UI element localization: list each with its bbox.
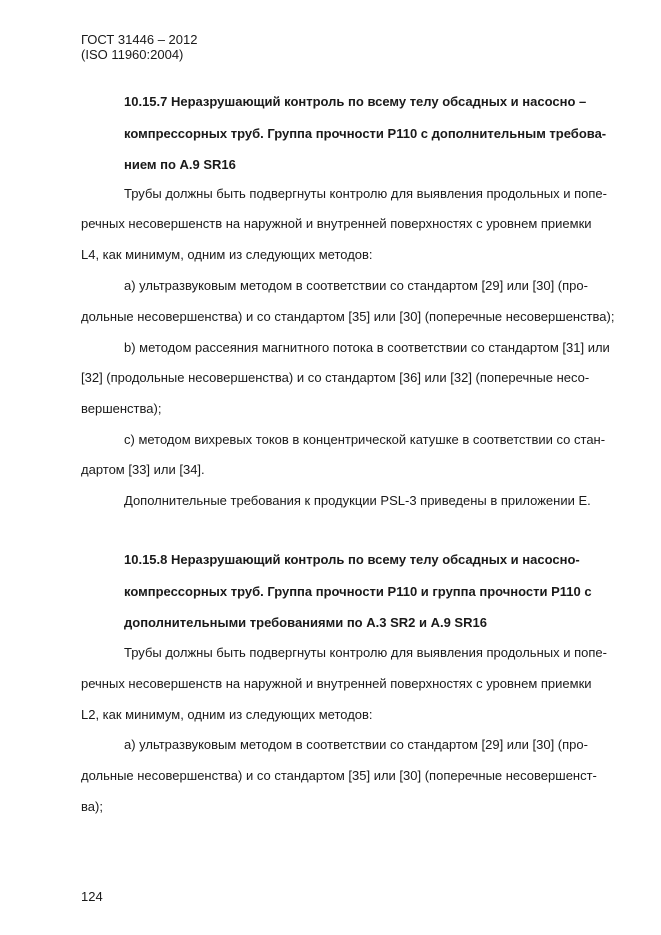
section-1-item-a-line-1: а) ультразвуковым методом в соответствии со стандартом [29] или [30] (про-: [124, 278, 588, 293]
section-2-heading-line-2: компрессорных труб. Группа прочности Р110 и группа прочности Р110 с: [124, 584, 592, 599]
section-1-item-c-line-2: дартом [33] или [34].: [81, 462, 205, 477]
section-1-item-b-line-2: [32] (продольные несовершенства) и со стандартом [36] или [32] (поперечные несо-: [81, 370, 590, 385]
section-2-item-a-line-1: а) ультразвуковым методом в соответствии со стандартом [29] или [30] (про-: [124, 737, 588, 752]
section-1-heading-line-2: компрессорных труб. Группа прочности Р110 с дополнительным требова-: [124, 126, 607, 141]
section-2-intro-line-3: L2, как минимум, одним из следующих методов:: [81, 707, 373, 722]
section-1-note: Дополнительные требования к продукции PSL-3 приведены в приложении Е.: [124, 493, 591, 508]
section-2-heading-line-1: 10.15.8 Неразрушающий контроль по всему телу обсадных и насосно-: [124, 552, 580, 567]
section-2-intro-line-2: речных несовершенств на наружной и внутренней поверхностях с уровнем приемки: [81, 676, 592, 691]
section-1-heading-line-1: 10.15.7 Неразрушающий контроль по всему телу обсадных и насосно –: [124, 94, 587, 109]
section-1-item-b-line-1: b) методом рассеяния магнитного потока в соответствии со стандартом [31] или: [124, 340, 610, 355]
document-standard-code: ГОСТ 31446 – 2012: [81, 32, 198, 47]
section-2-intro-line-1: Трубы должны быть подвергнуты контролю для выявления продольных и попе-: [124, 645, 607, 660]
section-1-heading-line-3: нием по А.9 SR16: [124, 157, 236, 172]
section-1-intro-line-2: речных несовершенств на наружной и внутренней поверхностях с уровнем приемки: [81, 216, 592, 231]
page-number: 124: [81, 889, 103, 904]
section-2-item-a-line-3: ва);: [81, 799, 103, 814]
section-1-item-c-line-1: с) методом вихревых токов в концентрической катушке в соответствии со стан-: [124, 432, 606, 447]
section-1-item-b-line-3: вершенства);: [81, 401, 162, 416]
document-iso-code: (ISO 11960:2004): [81, 47, 184, 62]
section-1-intro-line-1: Трубы должны быть подвергнуты контролю для выявления продольных и попе-: [124, 186, 607, 201]
section-1-item-a-line-2: дольные несовершенства) и со стандартом [35] или [30] (поперечные несовершенства);: [81, 309, 615, 324]
section-1-intro-line-3: L4, как минимум, одним из следующих методов:: [81, 247, 373, 262]
section-2-heading-line-3: дополнительными требованиями по А.3 SR2 и А.9 SR16: [124, 615, 487, 630]
section-2-item-a-line-2: дольные несовершенства) и со стандартом [35] или [30] (поперечные несовершенст-: [81, 768, 597, 783]
